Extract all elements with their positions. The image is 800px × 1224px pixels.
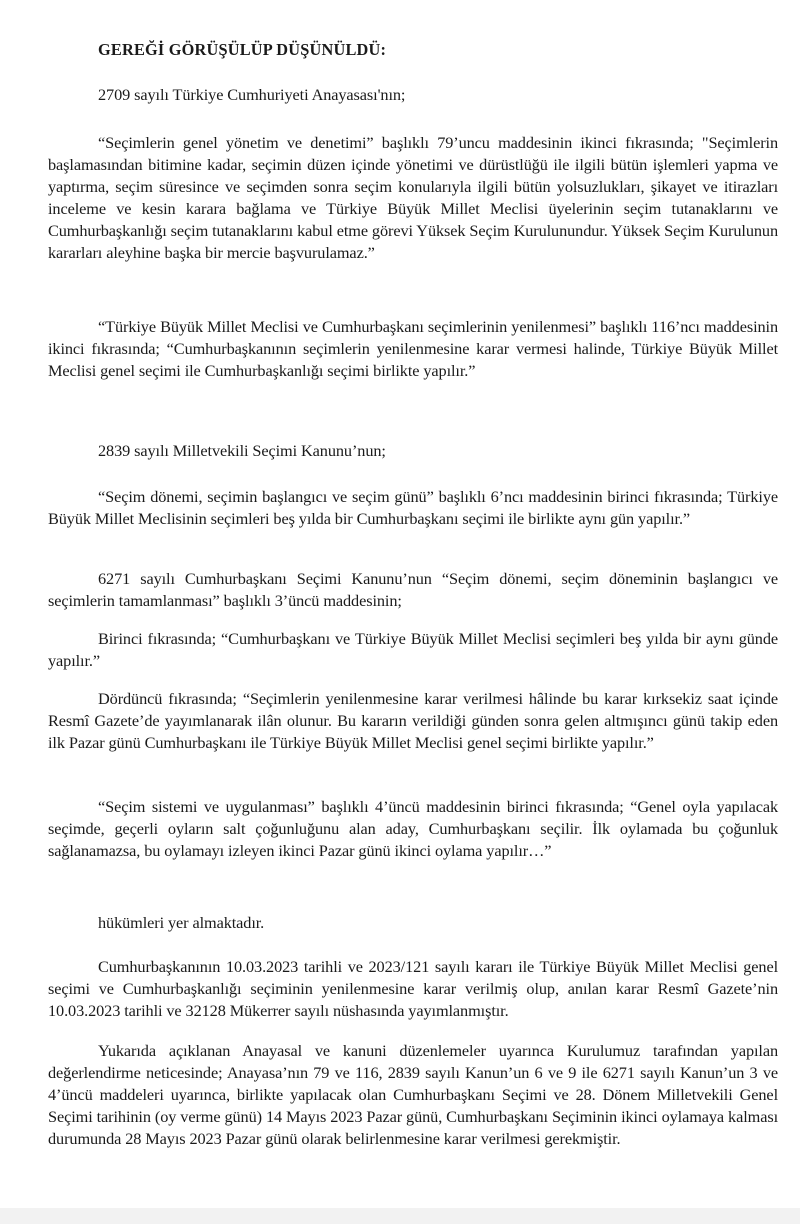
paragraph-constitution-intro: 2709 sayılı Türkiye Cumhuriyeti Anayasası'nın;: [98, 85, 406, 104]
paragraph-law-2839-article-6: “Seçim dönemi, seçimin başlangıcı ve seçim günü” başlıklı 6’ncı maddesinin birinci fıkrasında; Türkiye Büyük Millet Meclisinin seçimleri beş yılda bir Cumhurbaşkanı seçimi ile birlikte aynı gün yapılır.”: [48, 487, 778, 528]
document-heading: GEREĞİ GÖRÜŞÜLÜP DÜŞÜNÜLDÜ:: [98, 40, 387, 59]
paragraph-first-clause: Birinci fıkrasında; “Cumhurbaşkanı ve Türkiye Büyük Millet Meclisi seçimleri beş yılda bir aynı günde yapılır.”: [48, 629, 778, 670]
paragraph-article-79: “Seçimlerin genel yönetim ve denetimi” başlıklı 79’uncu maddesinin ikinci fıkrasında; "Seçimlerin başlamasından bitimine kadar, seçimin düzen içinde yönetimi ve dürüstlüğü ile ilgili bütün işlemleri yapma ve yaptırma, seçim süresince ve seçimden sonra seçim konularıyla ilgili bütün yolsuzlukları, şikayet ve itirazları inceleme ve kesin karara bağlama ve Türkiye Büyük Millet Meclisi üyelerinin seçim tutanaklarını ve Cumhurbaşkanlığı seçim tutanaklarını kabul etme görevi Yüksek Seçim Kurulunundur. Yüksek Seçim Kurulunun kararları aleyhine başka bir mercie başvurulamaz.”: [48, 133, 778, 262]
paragraph-provisions: hükümleri yer almaktadır.: [98, 913, 265, 932]
page-bottom-band: [0, 1208, 800, 1224]
paragraph-article-4: “Seçim sistemi ve uygulanması” başlıklı 4’üncü maddesinin birinci fıkrasında; “Genel oyla yapılacak seçimde, geçerli oyların salt çoğunluğunu alan aday, Cumhurbaşkanı seçilir. İlk oylamada bu çoğunluk sağlanamazsa, bu oylamayı izleyen ikinci Pazar günü ikinci oylama yapılır…”: [48, 797, 778, 860]
paragraph-decision: Yukarıda açıklanan Anayasal ve kanuni düzenlemeler uyarınca Kurulumuz tarafından yapılan değerlendirme neticesinde; Anayasa’nın 79 ve 116, 2839 sayılı Kanun’un 6 ve 9 ile 6271 sayılı Kanun’un 3 ve 4’üncü maddeleri uyarınca, birlikte yapılacak olan Cumhurbaşkanı Seçimi ve 28. Dönem Milletvekili Genel Seçimi tarihinin (oy verme günü) 14 Mayıs 2023 Pazar günü, Cumhurbaşkanı Seçiminin ikinci oylamaya kalması durumunda 28 Mayıs 2023 Pazar günü olarak belirlenmesine karar verilmesi gerekmiştir.: [48, 1041, 778, 1148]
paragraph-article-116: “Türkiye Büyük Millet Meclisi ve Cumhurbaşkanı seçimlerinin yenilenmesi” başlıklı 116’ncı maddesinin ikinci fıkrasında; “Cumhurbaşkanının seçimlerin yenilenmesine karar vermesi halinde, Türkiye Büyük Millet Meclisi genel seçimi ile Cumhurbaşkanlığı seçimi birlikte yapılır.”: [48, 317, 778, 380]
paragraph-presidential-decree: Cumhurbaşkanının 10.03.2023 tarihli ve 2023/121 sayılı kararı ile Türkiye Büyük Millet Meclisi genel seçimi ve Cumhurbaşkanlığı seçiminin yenilenmesine karar verilmiş olup, anılan karar Resmî Gazete’nin 10.03.2023 tarihli ve 32128 Mükerrer sayılı nüshasında yayımlanmıştır.: [48, 957, 778, 1020]
paragraph-fourth-clause: Dördüncü fıkrasında; “Seçimlerin yenilenmesine karar verilmesi hâlinde bu karar kırksekiz saat içinde Resmî Gazete’de yayımlanarak ilân olunur. Bu kararın verildiği günden sonra gelen altmışıncı günü takip eden ilk Pazar günü Cumhurbaşkanı ile Türkiye Büyük Millet Meclisi genel seçimi birlikte yapılır.”: [48, 689, 778, 752]
paragraph-law-6271-intro: 6271 sayılı Cumhurbaşkanı Seçimi Kanunu’nun “Seçim dönemi, seçim döneminin başlangıcı ve seçimlerin tamamlanması” başlıklı 3’üncü maddesinin;: [48, 569, 778, 610]
paragraph-law-2839-intro: 2839 sayılı Milletvekili Seçimi Kanunu’nun;: [98, 441, 386, 460]
